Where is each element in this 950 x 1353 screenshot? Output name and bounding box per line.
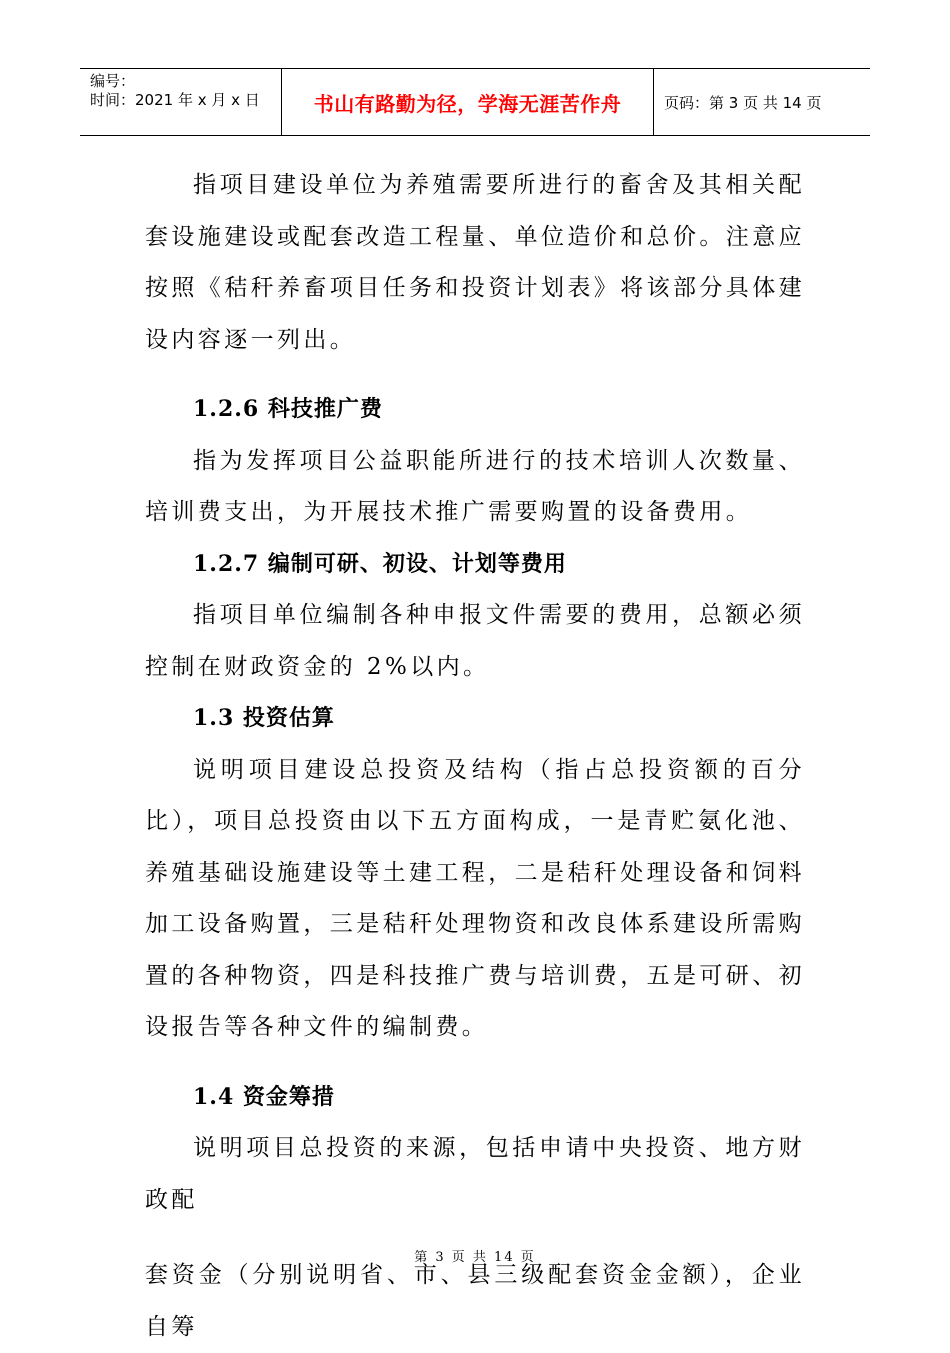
header-motto: 书山有路勤为径，学海无涯苦作舟 [282, 69, 654, 135]
document-body [145, 160, 805, 1353]
paragraph-funding-line-2: 套资金（分别说明省、市、县三级配套资金金额），企业自筹 [145, 1262, 805, 1340]
document-time-label: 时间：2021 年 x 月 x 日 [90, 91, 260, 109]
document-header [80, 68, 870, 136]
paragraph-tech-promotion: 指为发挥项目公益职能所进行的技术培训人次数量、培训费支出，为开展技术推广需要购置的设备费用。 [145, 447, 805, 525]
paragraph-investment-estimate: 说明项目建设总投资及结构（指占总投资额的百分比），项目总投资由以下五方面构成，一是青贮氨化池、养殖基础设施建设等土建工程，二是秸秆处理设备和饲料加工设备购置，三是秸秆处理物资和改良体系建设所需购置的各种物资，四是科技推广费与培训费，五是可研、初设报告等各种文件的编制费。 [145, 756, 805, 1040]
heading-1-4: 1.4 资金筹措 [193, 1083, 335, 1110]
header-page-label: 页码：第 3 页 共 14 页 [664, 93, 822, 112]
spacer [145, 366, 805, 384]
heading-1-3: 1.3 投资估算 [193, 705, 335, 731]
header-meta-cell [80, 69, 282, 135]
paragraph-livestock-facilities: 指项目建设单位为养殖需要所进行的畜舍及其相关配套设施建设或配套改造工程量、单位造价和总价。注意应按照《秸秆养畜项目任务和投资计划表》将该部分具体建设内容逐一列出。 [145, 172, 805, 353]
paragraph-funding-line-1: 说明项目总投资的来源，包括申请中央投资、地方财政配 [145, 1135, 805, 1213]
spacer [145, 1054, 805, 1072]
heading-1-2-6: 1.2.6 科技推广费 [193, 396, 383, 422]
page-footer: 第 3 页 共 14 页 [414, 1250, 536, 1265]
heading-1-2-7: 1.2.7 编制可研、初设、计划等费用 [193, 550, 567, 577]
document-number-label: 编号： [90, 72, 136, 90]
paragraph-document-costs: 指项目单位编制各种申报文件需要的费用，总额必须控制在财政资金的 2%以内。 [145, 602, 805, 680]
